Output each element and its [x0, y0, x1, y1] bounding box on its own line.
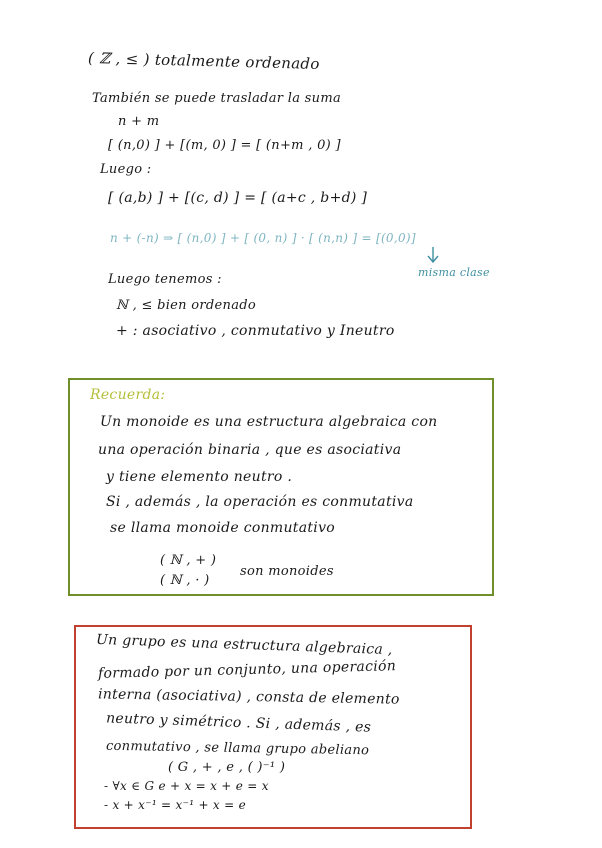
monoid-example-product: ( ℕ , · ) — [160, 573, 210, 588]
group-line-2: formado por un conjunto, una operación — [97, 658, 397, 682]
down-arrow-icon — [426, 246, 440, 268]
group-definition-box — [74, 625, 472, 829]
line-n-plus-m: n + m — [118, 114, 160, 129]
line-addition-transfer: También se puede trasladar la suma — [92, 91, 341, 106]
monoid-line-4: Si , además , la operación es conmutativa — [106, 494, 414, 510]
line-class-sum: [ (n,0) ] + [(m, 0) ] = [ (n+m , 0) ] — [108, 138, 341, 153]
line-properties: + : asociativo , conmutativo y Ineutro — [116, 323, 395, 339]
line-luego: Luego : — [100, 162, 152, 177]
line-totally-ordered: ( ℤ , ≤ ) totalmente ordenado — [87, 48, 320, 74]
line-general-sum: [ (a,b) ] + [(c, d) ] = [ (a+c , b+d) ] — [108, 190, 368, 206]
reminder-box — [68, 378, 494, 596]
line-well-ordered: ℕ , ≤ bien ordenado — [116, 298, 257, 313]
monoid-line-5: se llama monoide conmutativo — [110, 520, 336, 536]
monoid-line-3: y tiene elemento neutro . — [106, 469, 293, 485]
monoid-line-2: una operación binaria , que es asociativa — [98, 442, 402, 458]
group-line-4: neutro y simétrico . Si , además , es — [105, 710, 372, 736]
group-line-3: interna (asociativa) , consta de elemento — [97, 686, 400, 708]
group-line-5: conmutativo , se llama grupo abeliano — [105, 738, 370, 759]
monoid-line-1: Un monoide es una estructura algebraica con — [100, 414, 438, 430]
line-luego-tenemos: Luego tenemos : — [108, 272, 222, 287]
monoid-example-sum: ( ℕ , + ) — [160, 553, 217, 568]
line-inverse: n + (-n) ⇒ [ (n,0) ] + [ (0, n) ] · [ (n,n) ] = [(0,0)] — [110, 231, 416, 245]
line-same-class: misma clase — [418, 266, 490, 279]
group-neutral-axiom: - ∀x ∈ G e + x = x + e = x — [104, 779, 269, 793]
group-tuple: ( G , + , e , ( )⁻¹ ) — [168, 760, 286, 775]
group-inverse-axiom: - x + x⁻¹ = x⁻¹ + x = e — [104, 798, 246, 812]
group-line-1: Un grupo es una estructura algebraica , — [95, 631, 393, 659]
monoid-examples-label: son monoides — [240, 564, 334, 579]
reminder-title: Recuerda: — [90, 387, 166, 403]
